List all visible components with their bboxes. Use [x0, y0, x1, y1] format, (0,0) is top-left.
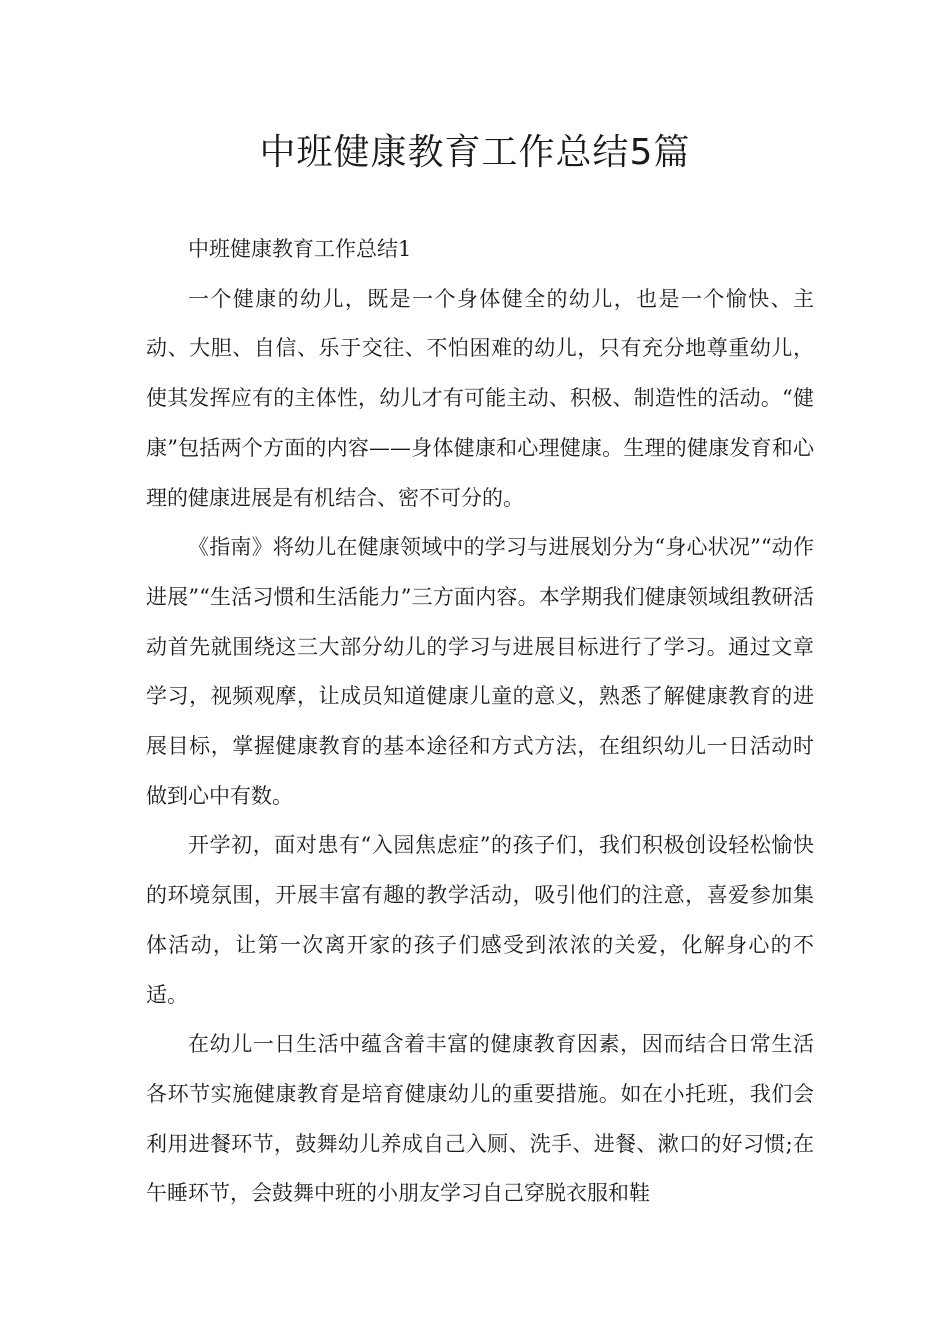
- paragraph: 《指南》将幼儿在健康领域中的学习与进展划分为“身心状况”“动作进展”“生活习惯和生活能力”三方面内容。本学期我们健康领域组教研活动首先就围绕这三大部分幼儿的学习与进展目标进行了学习。通过文章学习，视频观摩，让成员知道健康儿童的意义，熟悉了解健康教育的进展目标，掌握健康教育的基本途径和方式方法，在组织幼儿一日活动时做到心中有数。: [146, 535, 814, 808]
- paragraph: 在幼儿一日生活中蕴含着丰富的健康教育因素，因而结合日常生活各环节实施健康教育是培育健康幼儿的重要措施。如在小托班，我们会利用进餐环节，鼓舞幼儿养成自己入厕、洗手、进餐、漱口的好习惯;在午睡环节，会鼓舞中班的小朋友学习自己穿脱衣服和鞋: [146, 1032, 814, 1206]
- document-title: 中班健康教育工作总结5篇: [259, 132, 691, 173]
- document-body: [146, 225, 814, 1219]
- section-heading: 中班健康教育工作总结1: [188, 237, 412, 261]
- paragraph: 一个健康的幼儿，既是一个身体健全的幼儿，也是一个愉快、主动、大胆、自信、乐于交往、不怕困难的幼儿，只有充分地尊重幼儿，使其发挥应有的主体性，幼儿才有可能主动、积极、制造性的活动。“健康”包括两个方面的内容——身体健康和心理健康。生理的健康发育和心理的健康进展是有机结合、密不可分的。: [146, 286, 814, 510]
- paragraph: 开学初，面对患有“入园焦虑症”的孩子们，我们积极创设轻松愉快的环境氛围，开展丰富有趣的教学活动，吸引他们的注意，喜爱参加集体活动，让第一次离开家的孩子们感受到浓浓的关爱，化解身心的不适。: [146, 833, 814, 1007]
